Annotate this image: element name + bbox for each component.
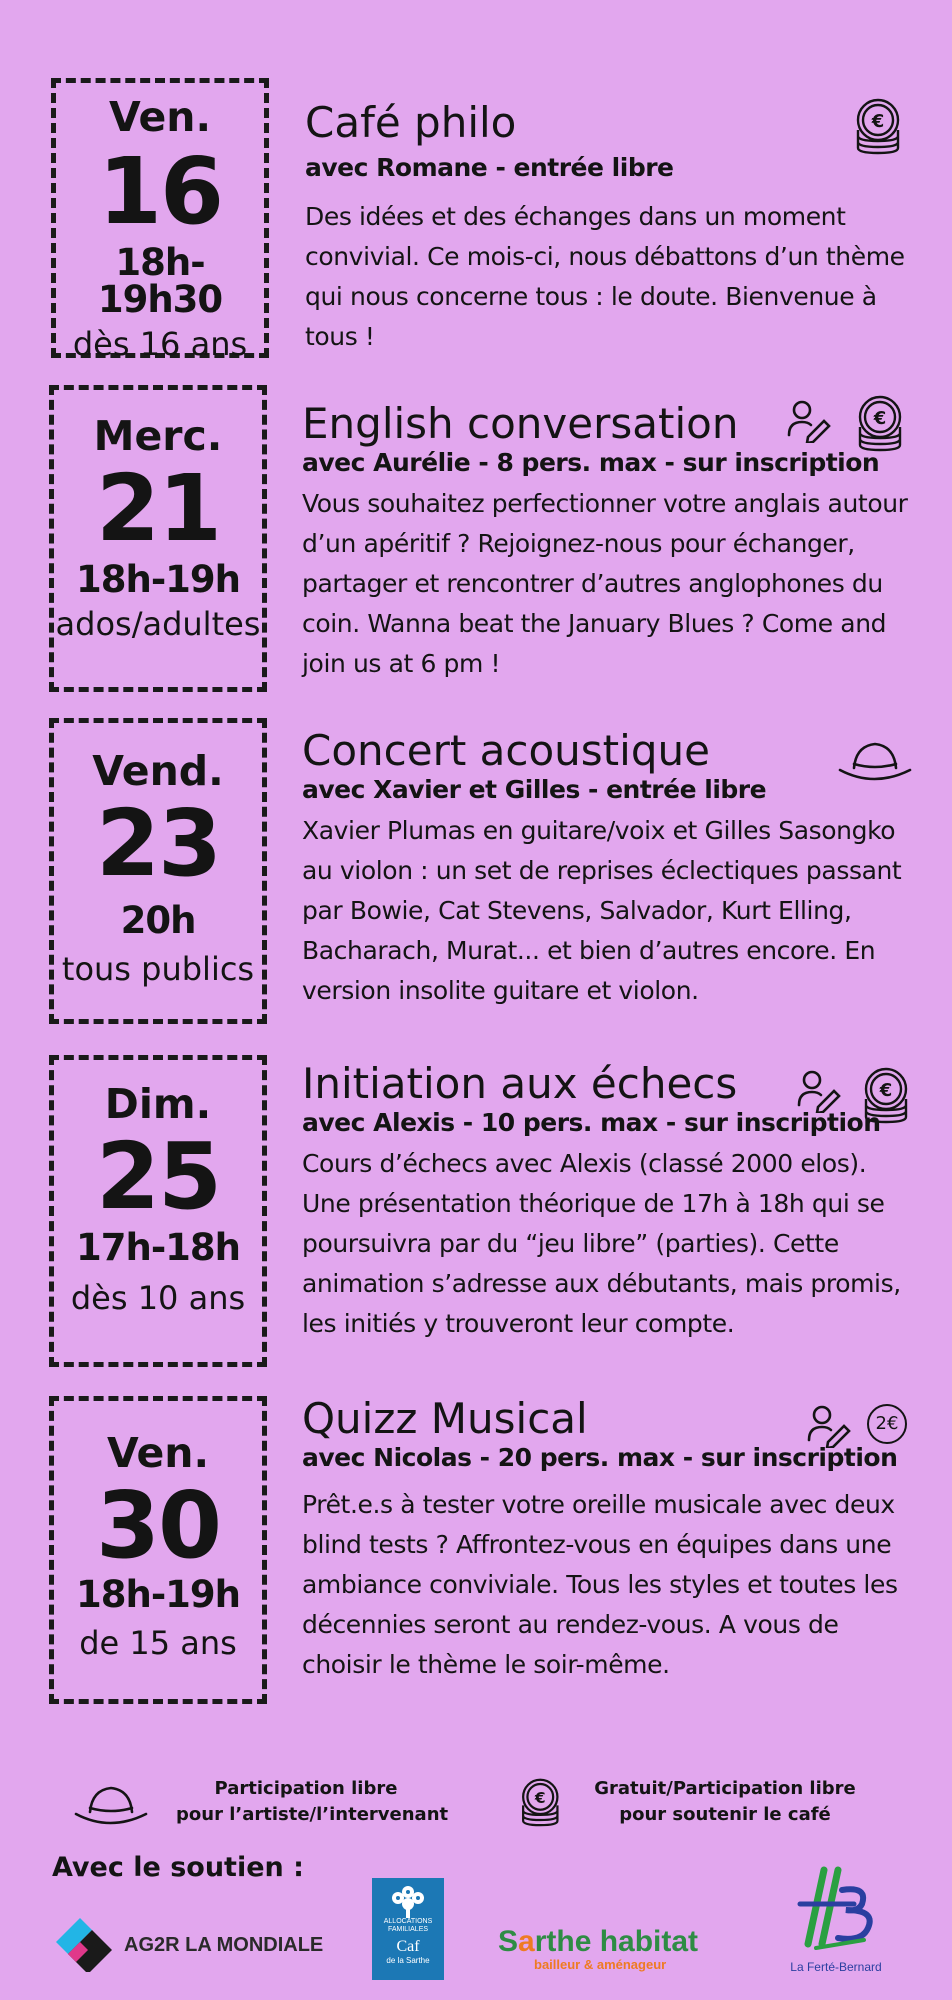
event-description: Xavier Plumas en guitare/voix et Gilles Sasongko au violon : un set de reprises éclectiques passant par Bowie, Cat Stevens, Salvador, Kurt Elling, Bacharach, Murat... et bien d’autres encore. En version insolite guitare et violon. (302, 816, 902, 1006)
coins-euro-icon (852, 96, 908, 156)
event-subtitle: avec Xavier et Gilles - entrée libre (302, 775, 767, 805)
event-date-number: 21 (95, 455, 221, 562)
ag2r-text: AG2R LA MONDIALE (124, 1934, 324, 1956)
event-day: Ven. (108, 93, 212, 141)
sarthe-tagline: bailleur & aménageur (534, 1957, 667, 1972)
event-audience: tous publics (61, 950, 255, 988)
registration-icon (786, 397, 832, 443)
caf-logo (372, 1878, 444, 1980)
caf-line4: de la Sarthe (386, 1956, 430, 1965)
hat-icon (836, 738, 914, 782)
event-day: Merc. (93, 412, 223, 460)
ag2r-mark-icon (52, 1912, 116, 1972)
coins-euro-icon (854, 393, 910, 453)
price-2-euro-icon (867, 1404, 907, 1444)
event-audience: de 15 ans (79, 1624, 237, 1662)
sarthe-letter-s: S (498, 1925, 519, 1958)
date-box (49, 1396, 267, 1704)
event-subtitle: avec Alexis - 10 pers. max - sur inscription (302, 1108, 881, 1138)
event-subtitle: avec Romane - entrée libre (305, 153, 674, 183)
ferte-bernard-text: La Ferté-Bernard (790, 1960, 882, 1974)
legend-coins-line1: Gratuit/Participation libre (594, 1778, 856, 1799)
sarthe-rest: rthe habitat (534, 1925, 699, 1958)
date-box (49, 1055, 267, 1367)
event-date-number: 16 (97, 138, 223, 245)
event-date-number: 30 (95, 1472, 221, 1579)
sarthe-habitat-logo (498, 1926, 728, 1976)
event-time: 18h-19h (75, 1573, 241, 1616)
sarthe-habitat-wordmark (498, 1925, 698, 1958)
event-title: Quizz Musical (302, 1394, 588, 1443)
event-subtitle: avec Nicolas - 20 pers. max - sur inscription (302, 1443, 898, 1473)
caf-line2: FAMILIALES (387, 1926, 429, 1933)
legend-coins-line2: pour soutenir le café (619, 1804, 831, 1825)
event-audience: ados/adultes (55, 605, 261, 643)
event-title: Concert acoustique (302, 726, 710, 775)
legend-hat-text (176, 1776, 449, 1828)
la-ferte-bernard-logo (786, 1864, 886, 1984)
support-title: Avec le soutien : (52, 1852, 304, 1883)
date-box (49, 718, 267, 1024)
svg-text:€: € (873, 408, 887, 429)
event-title: English conversation (302, 399, 739, 448)
event-time: 20h (120, 899, 196, 942)
event-content (302, 728, 922, 1011)
svg-text:€: € (879, 1080, 893, 1101)
caf-tree-icon (388, 1884, 428, 1918)
legend-hat-line2: pour l’artiste/l’intervenant (176, 1804, 449, 1825)
hat-icon (72, 1782, 150, 1826)
svg-text:€: € (534, 1788, 546, 1807)
event-date-number: 23 (95, 790, 221, 897)
date-box (51, 78, 269, 363)
event-description: Des idées et des échanges dans un moment convivial. Ce mois-ci, nous débattons d’un thème qui nous concerne tous : le doute. Bienvenue à tous ! (305, 202, 905, 352)
price-label: 2€ (875, 1413, 899, 1434)
event-description: Vous souhaitez perfectionner votre anglais autour d’un apéritif ? Rejoignez-nous pour échanger, partager et rencontrer d’autres anglophones du coin. Wanna beat the January Blues ? Come and join us at 6 pm ! (302, 489, 908, 679)
sarthe-letter-a: a (518, 1925, 535, 1958)
event-time: 18h-19h (75, 558, 241, 601)
event-day: Vend. (92, 747, 224, 795)
ferte-bernard-mark-icon (794, 1864, 878, 1956)
legend-coins-text (590, 1776, 860, 1828)
event-audience: dès 10 ans (70, 1279, 246, 1317)
date-box (49, 385, 267, 692)
registration-icon (806, 1402, 852, 1448)
event-day: Dim. (104, 1080, 212, 1128)
event-subtitle: avec Aurélie - 8 pers. max - sur inscription (302, 448, 880, 478)
event-description: Cours d’échecs avec Alexis (classé 2000 elos). Une présentation théorique de 17h à 18h qui se poursuivra par du “jeu libre” (parties). Cette animation s’adresse aux débutants, mais promis, les initiés y trouveront leur compte. (302, 1149, 901, 1339)
event-content (305, 100, 925, 357)
caf-line1: ALLOCATIONS (383, 1918, 433, 1925)
event-title: Initiation aux échecs (302, 1059, 738, 1108)
event-audience: dès 16 ans (72, 325, 248, 363)
ag2r-logo (52, 1912, 332, 1972)
event-day: Ven. (106, 1429, 210, 1477)
event-date-number: 25 (95, 1123, 221, 1230)
registration-icon (796, 1067, 842, 1113)
event-description: Prêt.e.s à tester votre oreille musicale avec deux blind tests ? Affrontez-vous en équipes dans une ambiance conviviale. Tous les styles et toutes les décennies seront au rendez-vous. A vous de choisir le thème le soir-même. (302, 1490, 898, 1680)
event-time: 18h-19h30 (97, 241, 223, 321)
coins-euro-icon (518, 1776, 566, 1828)
legend-hat-line1: Participation libre (214, 1778, 398, 1799)
event-title: Café philo (305, 98, 517, 147)
event-content (302, 401, 922, 684)
caf-line3: Caf (396, 1938, 420, 1955)
svg-text:€: € (871, 111, 885, 132)
coins-euro-icon (860, 1065, 916, 1125)
event-time: 17h-18h (75, 1226, 241, 1269)
